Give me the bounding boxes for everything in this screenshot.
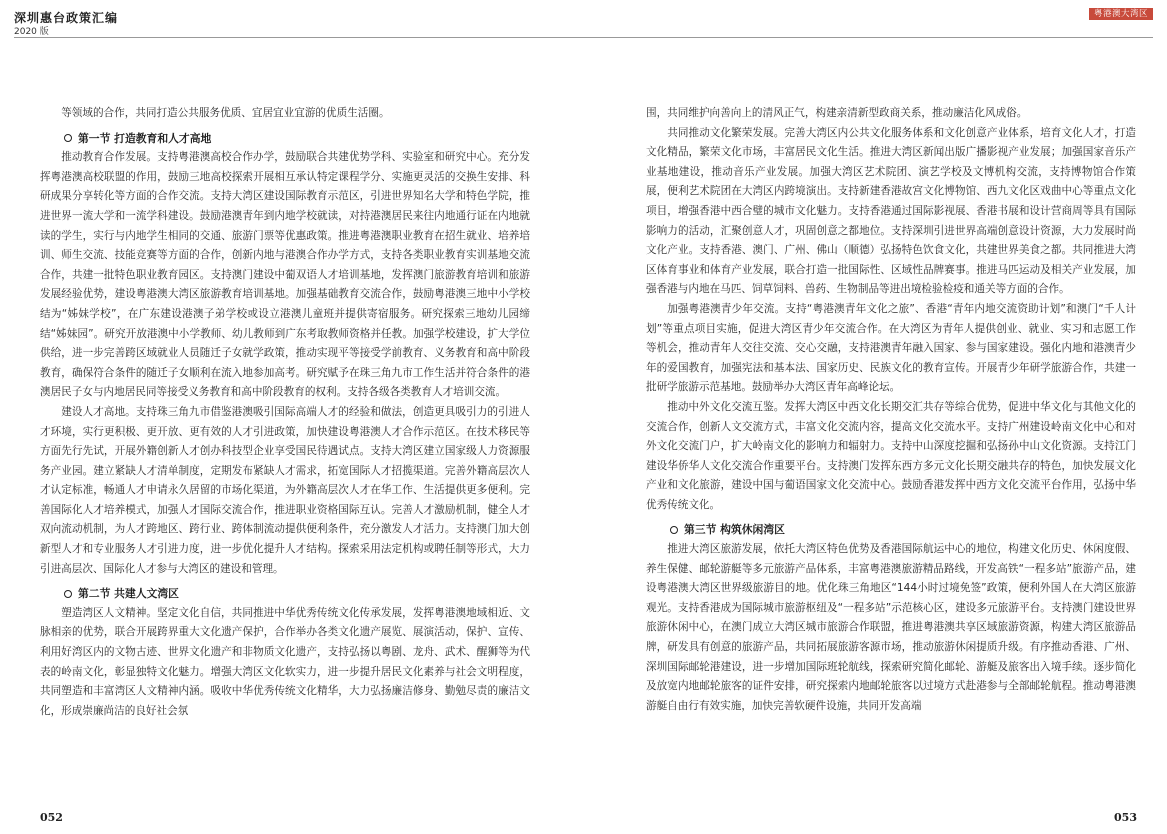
section-heading-1-text: 第一节 打造教育和人才高地 — [78, 131, 212, 145]
page-number-left: 052 — [40, 811, 63, 824]
left-lead-paragraph: 等领域的合作，共同打造公共服务优质、宜居宜业宜游的优质生活圈。 — [61, 107, 390, 119]
section-tag: 粤港澳大湾区 — [1089, 8, 1153, 20]
paragraph-talent: 建设人才高地。支持珠三角九市借鉴港澳吸引国际高端人才的经验和做法，创造更具吸引力的引进人才环境，实行更积极、更开放、更有效的人才引进政策，加快建设粤港澳人才合作示范区。在技术移民等方面先行先试，开展外籍创新人才创办科技型企业享受国民待遇试点。支持大湾区建立国家级人力资源服务产业园。建立紧缺人才清单制度，定期发布紧缺人才需求，拓宽国际人才招揽渠道。完善外籍高层次人才认定标准，畅通人才申请永久居留的市场化渠道，为外籍高层次人才在华工作、生活提供更多便利。完善国际化人才培养模式，加强人才国际交流合作，推进职业资格国际互认。完善人才激励机制，健全人才双向流动机制，为人才跨地区、跨行业、跨体制流动提供便利条件，充分激发人才活力。支持澳门加大创新型人才和专业服务人才引进力度，进一步优化提升人才结构。探索采用法定机构或聘任制等形式，大力引进高层次、国际化人才参与大湾区的建设和管理。 — [40, 405, 530, 575]
circle-bullet-icon — [64, 590, 72, 598]
section-heading-2-text: 第二节 共建人文湾区 — [78, 587, 179, 601]
paragraph-humanities: 塑造湾区人文精神。坚定文化自信，共同推进中华优秀传统文化传承发展，发挥粤港澳地域相近、文脉相亲的优势，联合开展跨界重大文化遗产保护，合作举办各类文化遗产展览、展演活动，保护、宣传、利用好湾区内的文物古迹、世界文化遗产和非物质文化遗产，支持弘扬以粤剧、龙舟、武术、醒狮等为代表的岭南文化，彰显独特文化魅力。增强大湾区文化软实力，进一步提升居民文化素养与社会文明程度，共同塑造和丰富湾区人文精神内涵。吸收中华优秀传统文化精华，大力弘扬廉洁修身、勤勉尽责的廉洁文化，形成崇廉尚洁的良好社会氛 — [40, 606, 530, 717]
header-divider — [14, 37, 1153, 38]
paragraph-education: 推动教育合作发展。支持粤港澳高校合作办学，鼓励联合共建优势学科、实验室和研究中心。充分发挥粤港澳高校联盟的作用，鼓励三地高校探索开展相互承认特定课程学分、实施更灵活的交换生安排、科研成果分享转化等方面的合作交流。支持大湾区建设国际教育示范区，引进世界知名大学和特色学院，推进世界一流大学和一流学科建设。鼓励港澳青年到内地学校就读，对持港澳居民来往内地通行证在内地就读的学生，实行与内地学生相同的交通、旅游门票等优惠政策。推进粤港澳职业教育在招生就业、培养培训、师生交流、技能竞赛等方面的合作，创新内地与港澳合作办学方式，支持各类职业教育实训基地交流合作，共建一批特色职业教育园区。支持澳门建设中葡双语人才培训基地，发挥澳门旅游教育培训和旅游发展经验优势，建设粤港澳大湾区旅游教育培训基地。加强基础教育交流合作，鼓励粤港澳三地中小学校结为“姊妹学校”，在广东建设港澳子弟学校或设立港澳儿童班并提供寄宿服务。研究探索三地幼儿园缔结“姊妹园”。研究开放港澳中小学教师、幼儿教师到广东考取教师资格并任教。加强学校建设，扩大学位供给，进一步完善跨区域就业人员随迁子女就学政策，推动实现平等接受学前教育、义务教育和高中阶段教育，确保符合条件的随迁子女顺利在流入地参加高考。研究赋予在珠三角九市工作生活并符合条件的港澳居民子女与内地居民同等接受义务教育和高中阶段教育的权利。支持各级各类教育人才培训交流。 — [40, 151, 530, 399]
paragraph-culture: 共同推动文化繁荣发展。完善大湾区内公共文化服务体系和文化创意产业体系，培育文化人才，打造文化精品，繁荣文化市场，丰富居民文化生活。推进大湾区新闻出版广播影视产业发展；加强国家音乐产业基地建设，推动音乐产业发展。加强大湾区艺术院团、演艺学校及文博机构交流，支持博物馆合作策展，便利艺术院团在大湾区内跨境演出。支持新建香港故宫文化博物馆、西九文化区戏曲中心等重点文化项目，增强香港中西合璧的城市文化魅力。支持香港通过国际影视展、香港书展和设计营商周等具有国际影响力的活动，汇聚创意人才，巩固创意之都地位。支持深圳引进世界高端创意设计资源，大力发展时尚文化产业。支持香港、澳门、广州、佛山（顺德）弘扬特色饮食文化，共建世界美食之都。共同推进大湾区体育事业和体育产业发展，联合打造一批国际性、区域性品牌赛事。推进马匹运动及相关产业发展，加强香港与内地在马匹、饲草饲料、兽药、生物制品等进出境检验检疫和通关等方面的合作。 — [646, 126, 1136, 296]
page-number-right: 053 — [1114, 811, 1137, 824]
edition-label: 2020 版 — [14, 27, 49, 37]
paragraph-youth: 加强粤港澳青少年交流。支持“粤港澳青年文化之旅”、香港“青年内地交流资助计划”和澳门“千人计划”等重点项目实施，促进大湾区青少年交流合作。在大湾区为青年人提供创业、就业、实习和志愿工作等机会，推动青年人交往交流、交心交融，支持港澳青年融入国家、参与国家建设。强化内地和港澳青少年的爱国教育，加强宪法和基本法、国家历史、民族文化的教育宣传。开展青少年研学旅游合作，共建一批研学旅游示范基地。鼓励举办大湾区青年高峰论坛。 — [646, 302, 1136, 394]
right-lead-paragraph: 围，共同维护向善向上的清风正气，构建亲清新型政商关系，推动廉洁化风成俗。 — [646, 107, 1028, 119]
paragraph-tourism: 推进大湾区旅游发展，依托大湾区特色优势及香港国际航运中心的地位，构建文化历史、休闲度假、养生保健、邮轮游艇等多元旅游产品体系，丰富粤港澳旅游精品路线，开发高铁“一程多站”旅游产品，建设粤港澳大湾区世界级旅游目的地。优化珠三角地区“144小时过境免签”政策，便利外国人在大湾区旅游观光。支持香港成为国际城市旅游枢纽及“一程多站”示范核心区，建设多元旅游平台。支持澳门建设世界旅游休闲中心，在澳门成立大湾区城市旅游合作联盟，推进粤港澳共享区域旅游资源，构建大湾区旅游品牌，研发具有创意的旅游产品，共同拓展旅游客源市场，推动旅游休闲提质升级。有序推动香港、广州、深圳国际邮轮港建设，进一步增加国际班轮航线，探索研究简化邮轮、游艇及旅客出入境手续。逐步简化及放宽内地邮轮旅客的证件安排，研究探索内地邮轮旅客以过境方式赴港参与全部邮轮航程。推动粤港澳游艇自由行有效实施，加快完善软硬件设施，共同开发高端 — [646, 543, 1136, 712]
section-heading-2 — [40, 584, 530, 604]
paragraph-exchange: 推动中外文化交流互鉴。发挥大湾区中西文化长期交汇共存等综合优势，促进中华文化与其他文化的交流合作，创新人文交流方式，丰富文化交流内容，提高文化交流水平。支持广州建设岭南文化中心和对外文化交流门户，扩大岭南文化的影响力和辐射力。支持中山深度挖掘和弘扬孙中山文化资源。支持江门建设华侨华人文化交流合作重要平台。支持澳门发挥东西方多元文化长期交融共存的特色，加快发展文化产业和文化旅游，建设中国与葡语国家文化交流中心。鼓励香港发挥中西方文化交流平台作用，弘扬中华优秀传统文化。 — [646, 400, 1136, 511]
publication-title: 深圳惠台政策汇编 — [14, 11, 119, 25]
section-heading-3 — [646, 520, 1136, 540]
right-column — [646, 104, 1136, 716]
circle-bullet-icon — [64, 134, 72, 142]
circle-bullet-icon — [670, 526, 678, 534]
section-heading-3-text: 第三节 构筑休闲湾区 — [684, 523, 785, 537]
section-heading-1 — [40, 129, 530, 149]
left-column — [40, 104, 530, 721]
